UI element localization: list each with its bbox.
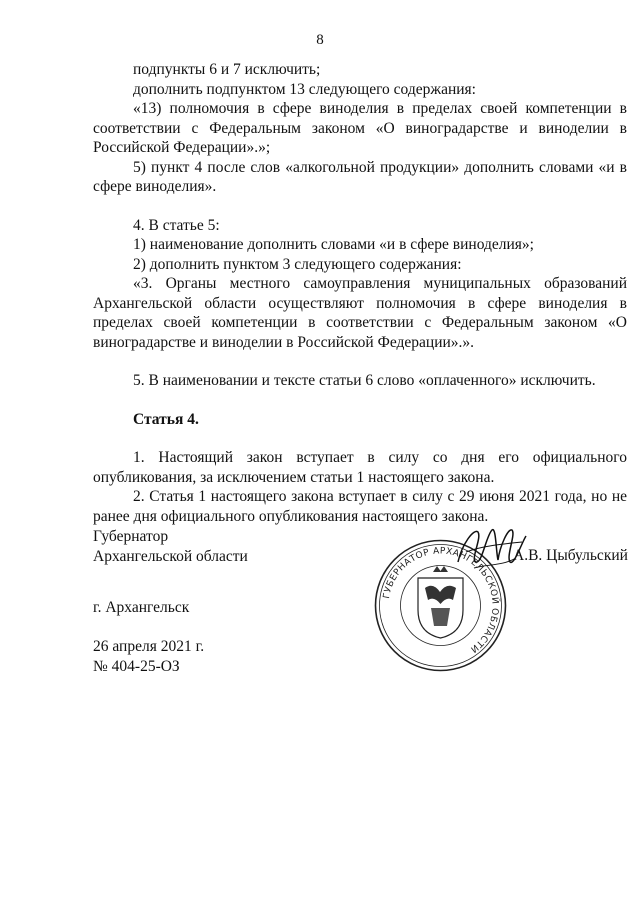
signatory-position (93, 527, 248, 566)
document-date-block (93, 637, 204, 676)
paragraph: дополнить подпунктом 13 следующего содержания: (133, 80, 476, 98)
signatory-name: А.В. Цыбульский (513, 547, 628, 564)
paragraph: 1) наименование дополнить словами «и в сфере виноделия»; (133, 236, 534, 253)
document-date: 26 апреля 2021 г. (93, 638, 205, 655)
paragraph: «3. Органы местного самоуправления муниципальных образований Архангельской области осуществляют полномочия в сфере виноделия в пределах своей компетенции в соответствии с Федеральным законом «О виноградарстве и виноделии в Российской Федерации».». (93, 275, 627, 351)
position-line: Губернатор (93, 528, 169, 545)
document-body (93, 60, 627, 526)
paragraph: 2) дополнить пунктом 3 следующего содержания: (133, 255, 462, 273)
paragraph: 5) пункт 4 после слов «алкогольной продукции» дополнить словами «и в сфере виноделия». (93, 158, 627, 195)
paragraph: 2. Статья 1 настоящего закона вступает в силу с 29 июня 2021 года, но не ранее дня официального опубликования настоящего закона. (93, 488, 627, 525)
law-number: № 404-25-ОЗ (93, 657, 180, 675)
paragraph: «13) полномочия в сфере виноделия в пределах своей компетенции в соответствии с Федеральным законом «О виноградарстве и виноделии в Российской Федерации».»; (93, 100, 627, 156)
paragraph: 5. В наименовании и тексте статьи 6 слово «оплаченного» исключить. (133, 372, 596, 389)
paragraph: 1. Настоящий закон вступает в силу со дня его официального опубликования, за исключением статьи 1 настоящего закона. (93, 449, 627, 486)
svg-text:ГУБЕРНАТОР АРХАНГЕЛЬСКОЙ ОБЛАС: ГУБЕРНАТОР АРХАНГЕЛЬСКОЙ ОБЛАСТИ (381, 546, 500, 655)
place-of-signing: г. Архангельск (93, 599, 190, 616)
article-heading: Статья 4. (133, 410, 199, 428)
paragraph: подпункты 6 и 7 исключить; (133, 61, 321, 78)
paragraph: 4. В статье 5: (133, 216, 220, 234)
page-number: 8 (316, 32, 324, 48)
position-line: Архангельской области (93, 547, 248, 565)
